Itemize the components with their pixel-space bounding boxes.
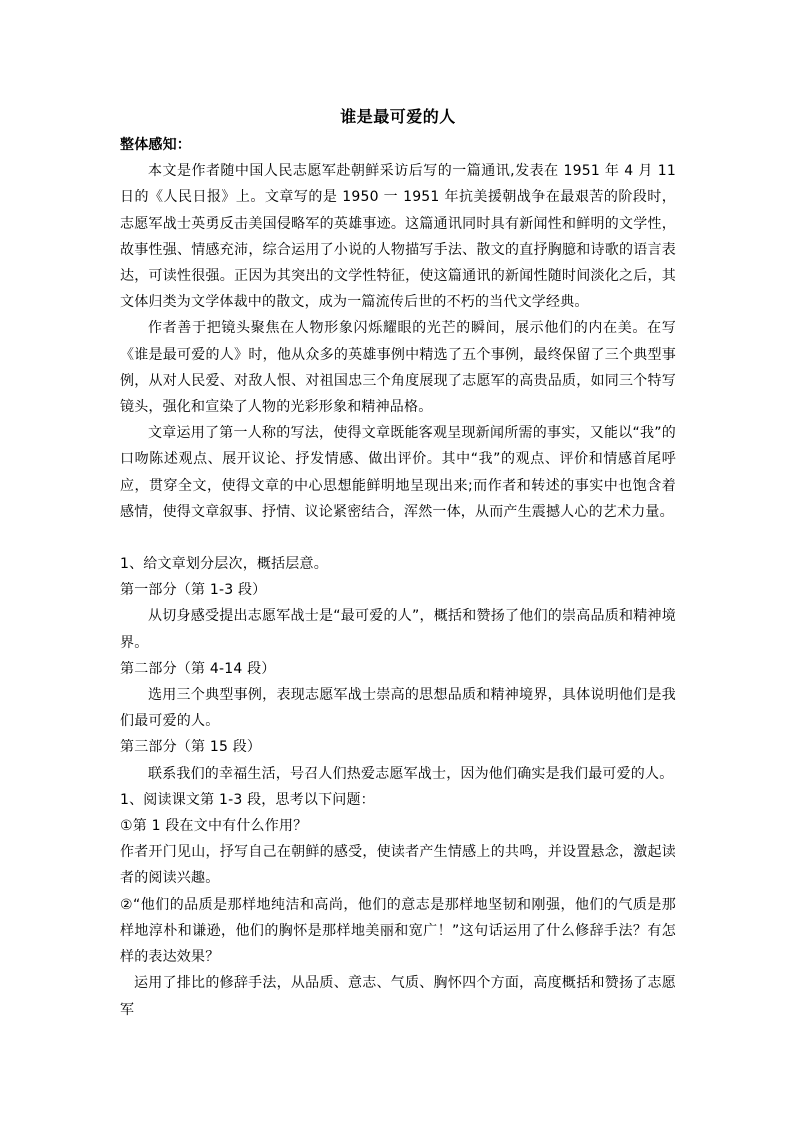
document-title: 谁是最可爱的人	[340, 107, 456, 126]
question-1: 1、给文章划分层次，概括层意。	[120, 556, 328, 573]
question-2-sub-2: ②“他们的品质是那样地纯洁和高尚，他们的意志是那样地坚韧和刚强，他们的气质是那样地淳朴和谦逊，他们的胸怀是那样地美丽和宽广！”这句话运用了什么修辞手法？有怎样的表达效果？	[120, 896, 676, 966]
part-1-label: 第一部分（第 1-3 段）	[120, 582, 267, 599]
document-body	[120, 102, 676, 1023]
question-2-answer-2: 运用了排比的修辞手法，从品质、意志、气质、胸怀四个方面，高度概括和赞扬了志愿军	[120, 975, 676, 1018]
part-2-text: 选用三个典型事例，表现志愿军战士崇高的思想品质和精神境界，具体说明他们是我们最可爱的人。	[120, 687, 676, 730]
intro-paragraph-3: 文章运用了第一人称的写法，使得文章既能客观呈现新闻所需的事实，又能以“我”的口吻陈述观点、展开议论、抒发情感、做出评价。其中“我”的观点、评价和情感首尾呼应，贯穿全文，使得文章的中心思想能鲜明地呈现出来;而作者和转述的事实中也饱含着感情，使得文章叙事、抒情、议论紧密结合，浑然一体，从而产生震撼人心的艺术力量。	[120, 425, 676, 520]
section-heading: 整体感知：	[120, 137, 191, 153]
part-1-text: 从切身感受提出志愿军战士是“最可爱的人”，概括和赞扬了他们的崇高品质和精神境界。	[120, 608, 676, 651]
question-2-sub-1: ①第 1 段在文中有什么作用？	[120, 818, 308, 835]
intro-paragraph-2: 作者善于把镜头聚焦在人物形象闪烁耀眼的光芒的瞬间，展示他们的内在美。在写《谁是最可爱的人》时，他从众多的英雄事例中精选了五个事例，最终保留了三个典型事例，从对人民爱、对敌人恨、对祖国忠三个角度展现了志愿军的高贵品质，如同三个特写镜头，强化和宣染了人物的光彩形象和精神品格。	[120, 320, 676, 416]
intro-paragraph-1: 本文是作者随中国人民志愿军赴朝鲜采访后写的一篇通讯,发表在 1951 年 4 月 11 日的《人民日报》上。文章写的是 1950 一 1951 年抗美援朝战争在最艰苦的阶段时，志愿军战士英勇反击美国侵略军的英雄事迹。这篇通讯同时具有新闻性和鲜明的文学性，故事性强、情感充沛，综合运用了小说的人物描写手法、散文的直抒胸臆和诗歌的语言表达，可读性很强。正因为其突出的文学性特征，使这篇通讯的新闻性随时间淡化之后，其文体归类为文学体裁中的散文，成为一篇流传后世的不朽的当代文学经典。	[120, 163, 676, 311]
part-3-text: 联系我们的幸福生活，号召人们热爱志愿军战士，因为他们确实是我们最可爱的人。	[148, 765, 674, 782]
question-2: 1、阅读课文第 1-3 段，思考以下问题：	[120, 791, 375, 808]
part-3-label: 第三部分（第 15 段）	[120, 739, 262, 756]
spacer	[120, 525, 676, 551]
question-2-answer-1: 作者开门见山，抒写自己在朝鲜的感受，使读者产生情感上的共鸣，并设置悬念，激起读者的阅读兴趣。	[120, 844, 676, 887]
part-2-label: 第二部分（第 4-14 段）	[120, 660, 276, 677]
